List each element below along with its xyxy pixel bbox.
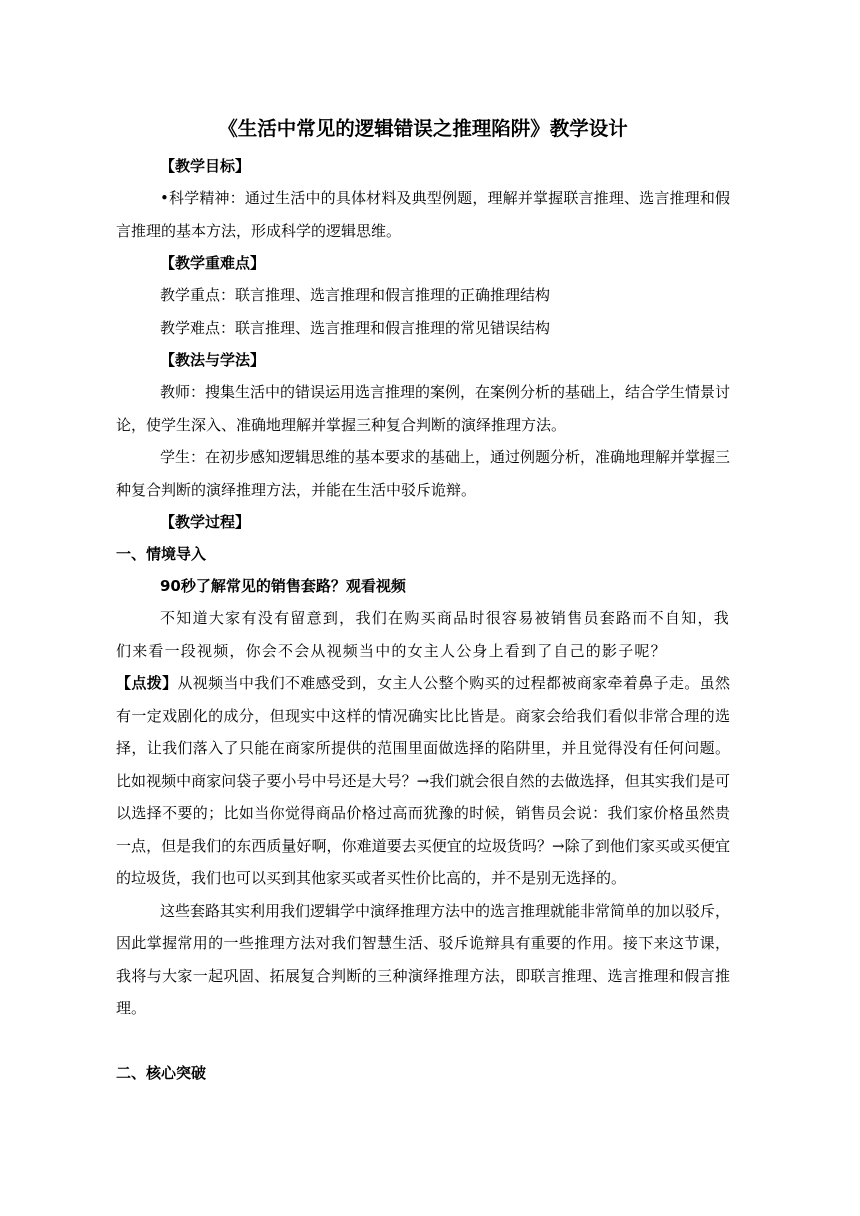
section1-intro: 不知道大家有没有留意到，我们在购买商品时很容易被销售员套路而不自知，我们来看一段视频，你会不会从视频当中的女主人公身上看到了自己的影子呢？ <box>116 609 730 660</box>
process-heading: 【教学过程】 <box>160 513 251 531</box>
tip-text: 从视频当中我们不难感受到，女主人公整个购买的过程都被商家牵着鼻子走。虽然有一定戏剧化的成分，但现实中这样的情况确实比比皆是。商家会给我们看似非常合理的选择，让我们落入了只能在商家所提供的范围里面做选择的陷阱里，并且觉得没有任何问题。比如视频中商家问袋子要小号中号还是大号？→我们就会很自然的去做选择，但其实我们是可以选择不要的；比如当你觉得商品价格过高而犹豫的时候，销售员会说：我们家价格虽然贵一点，但是我们的东西质量好啊，你难道要去买便宜的垃圾货吗？→除了到他们家买或买便宜的垃圾货，我们也可以买到其他家买或者买性价比高的，并不是别无选择的。 <box>116 674 730 887</box>
section1-summary: 这些套路其实利用我们逻辑学中演绎推理方法中的选言推理就能非常简单的加以驳斥，因此掌握常用的一些推理方法对我们智慧生活、驳斥诡辩具有重要的作用。接下来这节课，我将与大家一起巩固、拓展复合判断的三种演绎推理方法，即联言推理、选言推理和假言推理。 <box>116 901 731 1017</box>
goals-heading: 【教学目标】 <box>160 157 251 175</box>
key-focus-text: 教学重点：联言推理、选言推理和假言推理的正确推理结构 <box>160 286 551 304</box>
section1-subtitle: 90秒了解常见的销售套路？观看视频 <box>160 577 406 595</box>
methods-heading: 【教法与学法】 <box>160 351 266 369</box>
document-page <box>116 112 730 1089</box>
methods-teacher-text: 教师：搜集生活中的错误运用选言推理的案例，在案例分析的基础上，结合学生情景讨论，使学生深入、准确地理解并掌握三种复合判断的演绎推理方法。 <box>116 383 731 434</box>
key-difficulty-text: 教学难点：联言推理、选言推理和假言推理的常见错误结构 <box>160 318 551 337</box>
key-points-heading: 【教学重难点】 <box>160 254 266 272</box>
tip-paragraph <box>116 667 730 895</box>
section2-title: 二、核心突破 <box>116 1063 207 1082</box>
section1-title: 一、情境导入 <box>116 545 207 563</box>
document-title: 《生活中常见的逻辑错误之推理陷阱》教学设计 <box>218 117 628 140</box>
tip-label: 【点拨】 <box>116 674 178 692</box>
blank-line <box>116 1025 730 1057</box>
goals-item: •科学精神：通过生活中的具体材料及典型例题，理解并掌握联言推理、选言推理和假言推理的基本方法，形成科学的逻辑思维。 <box>116 189 730 240</box>
methods-student-text: 学生：在初步感知逻辑思维的基本要求的基础上，通过例题分析，准确地理解并掌握三种复合判断的演绎推理方法，并能在生活中驳斥诡辩。 <box>116 448 731 499</box>
